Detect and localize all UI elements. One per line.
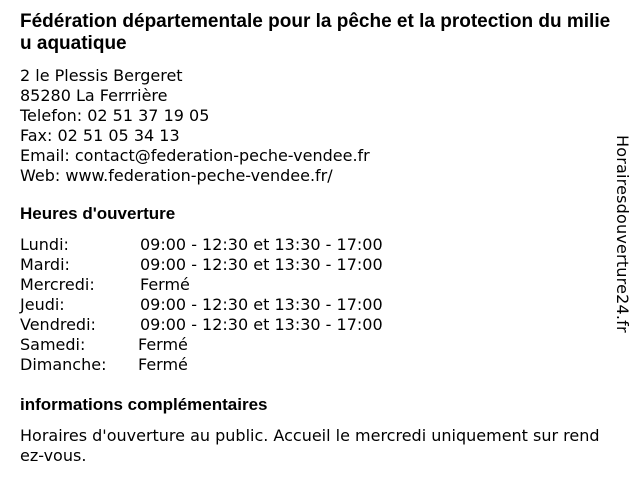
hours-row-vendredi: [20, 315, 440, 335]
day-label: Jeudi:: [20, 295, 65, 314]
hours-row-samedi: [20, 335, 440, 355]
day-label: Mercredi:: [20, 275, 95, 294]
info-text: Horaires d'ouverture au public. Accueil le mercredi uniquement sur rendez-vous.: [20, 426, 600, 465]
day-hours: 09:00 - 12:30 et 13:30 - 17:00: [140, 315, 383, 334]
day-hours: Fermé: [138, 335, 188, 354]
day-hours: 09:00 - 12:30 et 13:30 - 17:00: [140, 255, 383, 274]
day-label: Vendredi:: [20, 315, 96, 334]
website: Web: www.federation-peche-vendee.fr/: [20, 166, 333, 185]
fax-number: Fax: 02 51 05 34 13: [20, 126, 180, 145]
hours-row-dimanche: [20, 355, 440, 375]
hours-row-mardi: [20, 255, 440, 275]
phone-number: Telefon: 02 51 37 19 05: [20, 106, 210, 125]
hours-row-mercredi: [20, 275, 440, 295]
address-block: [20, 66, 370, 186]
hours-row-jeudi: [20, 295, 440, 315]
hours-table: [20, 235, 440, 375]
hours-heading: Heures d'ouverture: [20, 204, 176, 223]
day-label: Samedi:: [20, 335, 86, 354]
day-label: Lundi:: [20, 235, 69, 254]
day-hours: Fermé: [140, 275, 190, 294]
day-label: Dimanche:: [20, 355, 107, 374]
hours-row-lundi: [20, 235, 440, 255]
day-hours: Fermé: [138, 355, 188, 374]
site-watermark: Horairesdouverture24.fr: [613, 135, 632, 333]
address-city: 85280 La Ferrrière: [20, 86, 168, 105]
email-address: Email: contact@federation-peche-vendee.fr: [20, 146, 370, 165]
day-hours: 09:00 - 12:30 et 13:30 - 17:00: [140, 295, 383, 314]
day-label: Mardi:: [20, 255, 70, 274]
page-title: Fédération départementale pour la pêche et la protection du milieu aquatique: [20, 11, 611, 54]
info-heading: informations complémentaires: [20, 395, 268, 414]
address-street: 2 le Plessis Bergeret: [20, 66, 183, 85]
day-hours: 09:00 - 12:30 et 13:30 - 17:00: [140, 235, 383, 254]
